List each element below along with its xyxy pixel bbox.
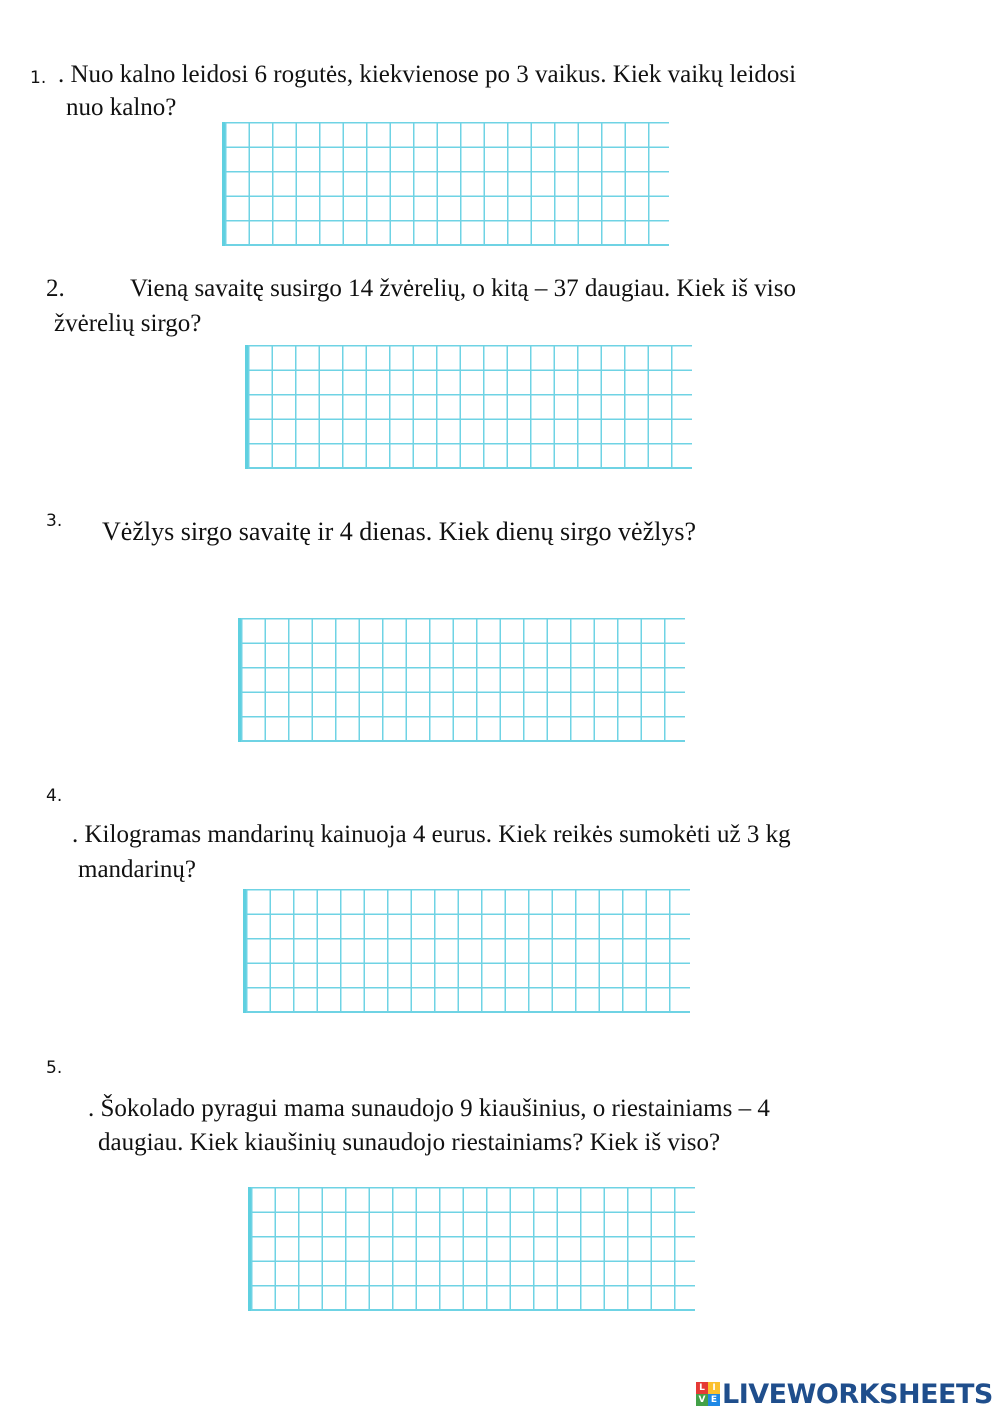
task-number: 3.: [46, 511, 63, 531]
task-text-line1: . Šokolado pyragui mama sunaudojo 9 kiaušinius, o riestainiams – 4: [88, 1095, 770, 1122]
task-text-line1: Vėžlys sirgo savaitę ir 4 dienas. Kiek dienų sirgo vėžlys?: [102, 517, 697, 546]
answer-grid[interactable]: [243, 889, 690, 1013]
task-number: 4.: [46, 786, 63, 806]
answer-grid[interactable]: [238, 618, 685, 742]
liveworksheets-logo: [696, 1378, 993, 1410]
task-text-line2: nuo kalno?: [66, 94, 177, 121]
task-number: 2.: [46, 275, 65, 302]
task-number: 1.: [30, 68, 47, 88]
liveworksheets-wordmark: LIVEWORKSHEETS: [722, 1378, 993, 1410]
logo-letter: V: [696, 1394, 708, 1406]
answer-grid[interactable]: [222, 122, 669, 246]
task-text-line2: daugiau. Kiek kiaušinių sunaudojo riestainiams? Kiek iš viso?: [98, 1129, 721, 1156]
logo-letter: L: [696, 1382, 708, 1394]
task-text-line2: mandarinų?: [78, 856, 197, 883]
answer-grid[interactable]: [248, 1187, 695, 1311]
task-number: 5.: [46, 1058, 63, 1078]
logo-letter: E: [708, 1394, 720, 1406]
task-text-line1: . Kilogramas mandarinų kainuoja 4 eurus. Kiek reikės sumokėti už 3 kg: [72, 821, 791, 848]
task-text-line2: žvėrelių sirgo?: [54, 310, 202, 337]
task-text-line1: . Nuo kalno leidosi 6 rogutės, kiekvienose po 3 vaikus. Kiek vaikų leidosi: [58, 61, 797, 88]
liveworksheets-logo-icon: [696, 1382, 720, 1406]
answer-grid[interactable]: [245, 345, 692, 469]
task-text-line1: Vieną savaitę susirgo 14 žvėrelių, o kitą – 37 daugiau. Kiek iš viso: [130, 275, 796, 302]
logo-letter: I: [708, 1382, 720, 1394]
